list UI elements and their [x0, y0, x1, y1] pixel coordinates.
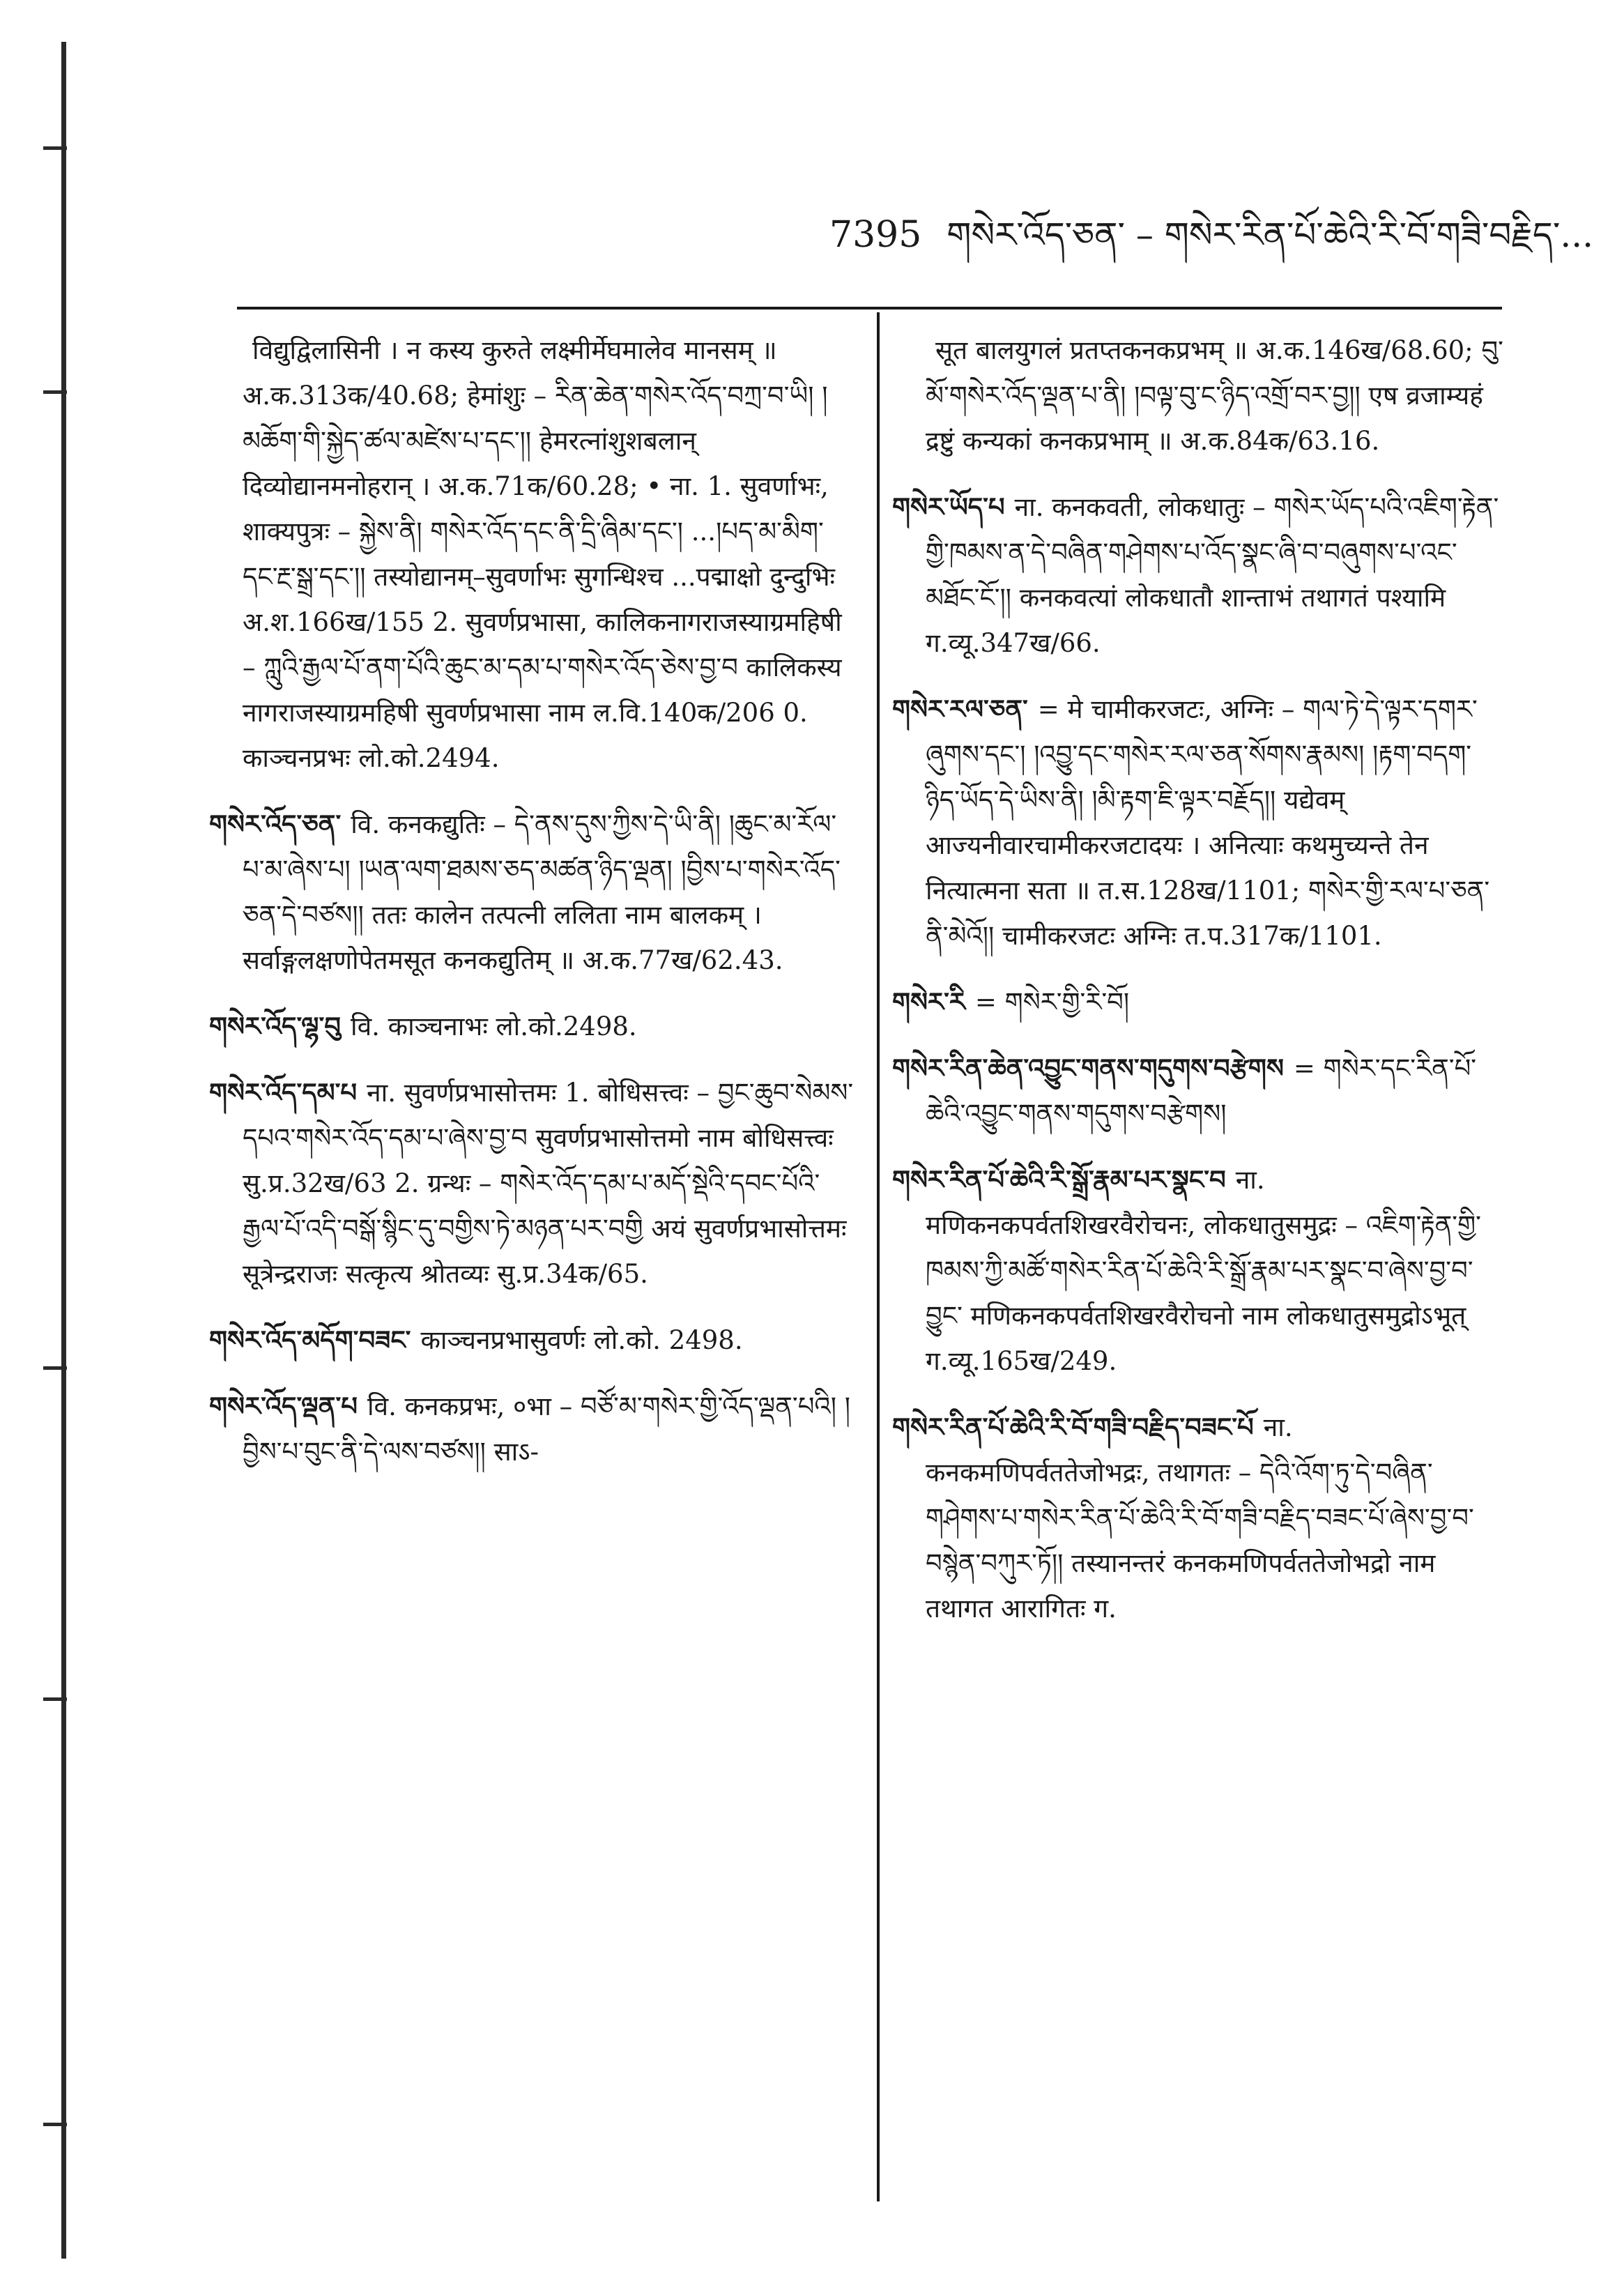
- dictionary-entry: [209, 328, 857, 781]
- entry-headword: གསེར་རལ་ཅན་: [892, 694, 1028, 724]
- dictionary-entry: [892, 1157, 1506, 1384]
- dictionary-entry: [892, 1405, 1506, 1631]
- entry-text: सूत बालयुगलं प्रतप्तकनकप्रभम् ॥ अ.क.146ख/68.60; བུ་མོ་གསེར་འོད་ལྡན་པ་ནི། །བལྟ་བུ་ང་ཉིད་འགྲོ་བར་བྱ།། एष व्रजाम्यहं द्रष्टुं कन्यकां कनकप्रभाम् ॥ अ.क.84क/63.16.: [926, 335, 1503, 456]
- dictionary-entry: [209, 1384, 857, 1474]
- entry-headword: གསེར་འོད་ལྡན་པ: [209, 1391, 358, 1421]
- left-column: [209, 328, 857, 2224]
- entry-text: विद्युद्विलासिनी । न कस्य कुरुते लक्ष्मीर्मेघमालेव मानसम् ॥ अ.क.313क/40.68; हेमांशुः – རིན་ཆེན་གསེར་འོད་བཀྲ་བ་ཡི། །མཆོག་གི་སྐྱེད་ཚལ་མཛེས་པ་དང་།། हेमरत्नांशुशबलान् दिव्योद्यानमनोहरान् । अ.क.71क/60.28; • ना. 1. सुवर्णाभः, शाक्यपुत्रः – སྐྱེས་ནི། གསེར་འོད་དང་ནི་དྲི་ཞིམ་དང་། ...།པད་མ་མིག་དང་རྔ་སྒྲ་དང་།། तस्योद्यानम्–सुवर्णाभः सुगन्धिश्च ...पद्माक्षो दुन्दुभिः अ.श.166ख/155 2. सुवर्णप्रभासा, कालिकनागराजस्याग्रमहिषी – ཀླུའི་རྒྱལ་པོ་ནག་པོའི་ཆུང་མ་དམ་པ་གསེར་འོད་ཅེས་བྱ་བ कालिकस्य नागराजस्याग्रमहिषी सुवर्णप्रभासा नाम ल.वि.140क/206 0. काञ्चनप्रभः लो.को.2494.: [243, 335, 842, 773]
- margin-tick: [43, 2123, 67, 2126]
- right-column: [892, 328, 1506, 2224]
- column-divider: [877, 312, 880, 2201]
- dictionary-entry: [892, 328, 1506, 464]
- dictionary-entry: [209, 802, 857, 983]
- entry-text: काञ्चनप्रभासुवर्णः लो.को. 2498.: [420, 1325, 743, 1355]
- page-number: 7395: [829, 214, 922, 256]
- entry-text: ना. कनकवती, लोकधातुः – གསེར་ཡོད་པའི་འཇིག་རྟེན་གྱི་ཁམས་ན་དེ་བཞིན་གཤེགས་པ་འོད་སྣང་ཞི་བ་བཞུགས་པ་འང་མཐོང་ངོ་།། कनकवत्यां लोकधातौ शान्ताभं तथागतं पश्यामि ग.व्यू.347ख/66.: [926, 492, 1499, 658]
- binding-margin-rule: [61, 42, 66, 2259]
- entry-headword: གསེར་ཡོད་པ: [892, 491, 1005, 522]
- margin-tick: [43, 390, 67, 394]
- dictionary-entry: [209, 1318, 857, 1363]
- dictionary-entry: [209, 1070, 857, 1297]
- entry-headword: གསེར་འོད་ཅན་: [209, 809, 342, 839]
- entry-headword: གསེར་རིན་པོ་ཆེའི་རི་སྒྲོ་རྣམ་པར་སྣང་བ: [892, 1164, 1226, 1195]
- entry-text: वि. काञ्चनाभः लो.को.2498.: [351, 1011, 637, 1041]
- entry-text: ना. मणिकनकपर्वतशिखरवैरोचनः, लोकधातुसमुद्रः – འཇིག་རྟེན་གྱི་ཁམས་ཀྱི་མཚོ་གསེར་རིན་པོ་ཆེའི་རི་སྒྲོ་རྣམ་པར་སྣང་བ་ཞེས་བྱ་བ་བྱུང་ मणिकनकपर्वतशिखरवैरोचनो नाम लोकधातुसमुद्रोऽभूत् ग.व्यू.165ख/249.: [926, 1165, 1481, 1376]
- header-rule: [237, 307, 1502, 310]
- margin-tick: [43, 1366, 67, 1370]
- running-title: གསེར་འོད་ཅན་ – གསེར་རིན་པོ་ཆེའི་རི་བོ་གཟི་བརྗིད་...: [947, 215, 1594, 255]
- page-header: [829, 202, 1594, 268]
- entry-text: = मे चामीकरजटः, अग्निः – གལ་ཏེ་དེ་ལྟར་དགར་ཞུགས་དང་། །འབྱུ་དང་གསེར་རལ་ཅན་སོགས་རྣམས། །རྟག་བདག་ཉིད་ཡོད་དེ་ཡིས་ནི། །མི་རྟག་ཇི་ལྟར་བརྗོད།། यद्येवम् आज्यनीवारचामीकरजटादयः । अनित्याः कथमुच्यन्ते तेन नित्यात्मना सता ॥ त.स.128ख/1101; གསེར་གྱི་རལ་པ་ཅན་ནི་མེའོ།། चामीकरजटः अग्निः त.प.317क/1101.: [926, 694, 1490, 951]
- dictionary-entry: [892, 687, 1506, 959]
- margin-tick: [43, 1697, 67, 1701]
- entry-text: ना. कनकमणिपर्वततेजोभद्रः, तथागतः – དེའི་འོག་ཏུ་དེ་བཞིན་གཤེགས་པ་གསེར་རིན་པོ་ཆེའི་རི་བོ་གཟི་བརྗིད་བཟང་པོ་ཞེས་བྱ་བ་བསྙེན་བཀུར་ཏོ།། तस्यानन्तरं कनकमणिपर्वततेजोभद्रो नाम तथागत आरागितः ग.: [926, 1412, 1474, 1624]
- dictionary-entry: [209, 1004, 857, 1049]
- entry-headword: གསེར་འོད་དམ་པ: [209, 1077, 358, 1108]
- entry-headword: གསེར་རིན་པོ་ཆེའི་རི་བོ་གཟི་བརྗིད་བཟང་པོ: [892, 1412, 1254, 1442]
- entry-text: = གསེར་དང་རིན་པོ་ཆེའི་འབྱུང་གནས་གདུགས་བརྩེགས།: [926, 1053, 1477, 1129]
- entry-text: वि. कनकप्रभः, ०भा – བཙོ་མ་གསེར་གྱི་འོད་ལྡན་པའི། །བྱིས་པ་བུང་ནི་དེ་ལས་བཙས།། साऽ-: [243, 1391, 850, 1467]
- margin-tick: [43, 146, 67, 150]
- entry-headword: གསེར་འོད་མདོག་བཟང་: [209, 1324, 411, 1355]
- entry-text: ना. सुवर्णप्रभासोत्तमः 1. बोधिसत्त्वः – བྱང་ཆུབ་སེམས་དཔའ་གསེར་འོད་དམ་པ་ཞེས་བྱ་བ सुवर्णप्रभासोत्तमो नाम बोधिसत्त्वः सु.प्र.32ख/63 2. ग्रन्थः – གསེར་འོད་དམ་པ་མདོ་སྡེའི་དབང་པོའི་རྒྱལ་པོ་འདི་བསྒོ་སྙིང་དུ་བགྱིས་ཏེ་མཉན་པར་བགྱི अयं सुवर्णप्रभासोत्तमः सूत्रेन्द्रराजः सत्कृत्य श्रोतव्यः सु.प्र.34क/65.: [243, 1078, 854, 1289]
- entry-text: = གསེར་གྱི་རི་བོ།: [974, 987, 1130, 1017]
- entry-headword: གསེར་རི: [892, 986, 965, 1017]
- dictionary-entry: [892, 1046, 1506, 1136]
- entry-text: वि. कनकद्युतिः – དེ་ནས་དུས་ཀྱིས་དེ་ཡི་ནི། །ཆུང་མ་རོལ་པ་མ་ཞེས་པ། །ཡན་ལག་ཐམས་ཅད་མཚན་ཉིད་ལྡན། །བྱིས་པ་གསེར་འོད་ཅན་དེ་བཙས།། ततः कालेन तत्पत्नी ललिता नाम बालकम् । सर्वाङ्गलक्षणोपेतमसूत कनकद्युतिम् ॥ अ.क.77ख/62.43.: [243, 809, 841, 975]
- dictionary-entry: [892, 484, 1506, 666]
- dictionary-entry: [892, 979, 1506, 1025]
- entry-headword: གསེར་རིན་ཆེན་འབྱུང་གནས་གདུགས་བརྩེགས: [892, 1053, 1284, 1083]
- entry-headword: གསེར་འོད་ལྷ་བུ: [209, 1011, 341, 1041]
